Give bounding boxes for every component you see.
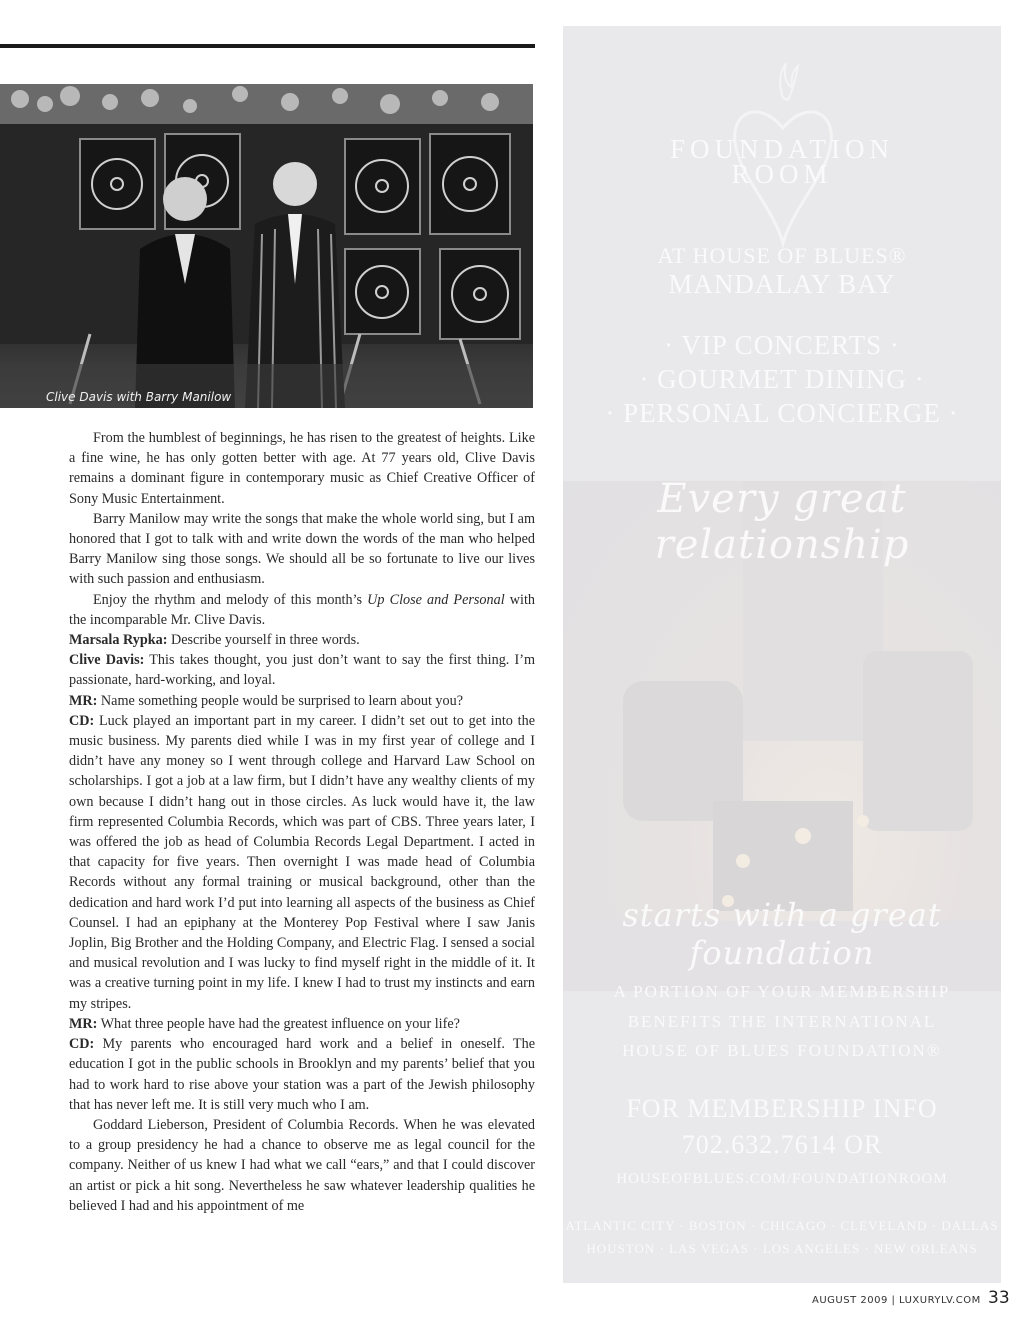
- ad-benefit-line3: HOUSE OF BLUES FOUNDATION®: [622, 1041, 942, 1060]
- ad-membership-title: FOR MEMBERSHIP INFO: [626, 1094, 938, 1123]
- qa-text: My parents who encouraged hard work and a belief in oneself. The education I got in the public schools in Brooklyn and my parents’ belief that you had to work hard to rise above your station was a part of the Jewish philosophy that has never left me. It is still very much who I am.: [69, 1036, 535, 1113]
- qa-line: [69, 650, 535, 690]
- article-body: [69, 428, 535, 1216]
- ad-feature-concierge: · PERSONAL CONCIERGE ·: [605, 398, 959, 428]
- foundation-room-ad: [563, 26, 1001, 1283]
- ad-phone: 702.632.7614 OR: [681, 1130, 883, 1159]
- speaker-label: MR:: [69, 1015, 98, 1032]
- ad-benefit-line2: BENEFITS THE INTERNATIONAL: [627, 1012, 937, 1031]
- speaker-label: MR:: [69, 692, 98, 709]
- qa-text: Describe yourself in three words.: [167, 632, 360, 649]
- paragraph-text: Enjoy the rhythm and melody of this month’s: [93, 591, 368, 608]
- ad-feature-vip: · VIP CONCERTS ·: [664, 330, 900, 360]
- qa-text: This takes thought, you just don’t want to say the first thing. I’m passionate, hard-working, and loyal.: [69, 652, 535, 689]
- ad-script-bottom: starts with a great foundation: [622, 896, 942, 972]
- ad-script-top: Every great relationship: [654, 476, 910, 568]
- qa-line: [69, 691, 535, 711]
- ad-brand-line1: FOUNDATION: [670, 134, 894, 164]
- qa-line: [69, 1034, 535, 1115]
- article-paragraph: [69, 590, 535, 630]
- ad-feature-dining: · GOURMET DINING ·: [639, 364, 925, 394]
- article-paragraph: Goddard Lieberson, President of Columbia Records. When he was elevated to a group presidency he had a chance to observe me as legal council for the company. Neither of us knew I had what we call “ears,” and that I could discover an artist or pick a hit song. Nevertheless he saw whatever leadership qualities he believed I had and his appointment of me: [69, 1116, 535, 1214]
- ad-venue-line1: AT HOUSE OF BLUES®: [657, 243, 907, 268]
- qa-text: Luck played an important part in my career. I didn’t set out to get into the music business. My parents died while I was in my first year of college and I didn’t have any money so I went through college and Harvard Law School on scholarships. I got a job at a law firm, but I didn’t have any wealthy clients of my own because I didn’t hang out in those circles. As luck would have it, the law firm represented Columbia Records, which was part of CBS. Three years later, I was offered the job as head of Columbia Records Legal Department. I acted in that capacity for five years. Then overnight I was made head of Columbia Records without any formal training or musical background, other than the dedication and hard work I’d put into learning all aspects of the business as Chief Counsel. I had an epiphany at the Monterey Pop Festival where I saw Janis Joplin, Big Brother and the Holding Company, and Electric Flag. I sensed a social and musical revolution and I was lucky to find myself right in the middle of it. It was a creative turning point in my life. I knew I had to trust my instincts and earn my stripes.: [69, 712, 535, 1012]
- article-paragraph: Barry Manilow may write the songs that make the whole world sing, but I am honored that I got to talk with and write down the words of the man who helped Barry Manilow sing those songs. We should all be so fortunate to live our lives with such passion and enthusiasm.: [69, 510, 535, 588]
- photo-illustration: [0, 84, 533, 408]
- ad-cities-line1: ATLANTIC CITY · BOSTON · CHICAGO · CLEVELAND · DALLAS: [565, 1218, 999, 1233]
- ad-venue-line2: MANDALAY BAY: [668, 269, 896, 299]
- footer-issue: AUGUST 2009 | LUXURYLV.COM: [812, 1295, 981, 1306]
- ad-cities-line2: HOUSTON · LAS VEGAS · LOS ANGELES · NEW ORLEANS: [586, 1241, 978, 1256]
- article-paragraph: From the humblest of beginnings, he has risen to the greatest of heights. Like a fine wine, he has only gotten better with age. At 77 years old, Clive Davis remains a dominant figure in contemporary music as Chief Creative Officer of Sony Music Entertainment.: [69, 430, 535, 507]
- qa-line: [69, 1014, 535, 1034]
- ad-brand-line2: ROOM: [731, 159, 833, 189]
- qa-line: [69, 711, 535, 1014]
- qa-line: [69, 630, 535, 650]
- ad-url: HOUSEOFBLUES.COM/FOUNDATIONROOM: [616, 1171, 948, 1187]
- qa-text: What three people have had the greatest influence on your life?: [97, 1015, 460, 1032]
- article-photo: [0, 84, 533, 408]
- speaker-label: Marsala Rypka:: [69, 632, 168, 649]
- page-number: 33: [988, 1288, 1010, 1308]
- paragraph-text: with the incomparable Mr. Clive Davis.: [69, 591, 535, 628]
- top-rule: [0, 44, 535, 48]
- column-title: Up Close and Personal: [367, 591, 505, 608]
- qa-text: Name something people would be surprised to learn about you?: [97, 692, 464, 709]
- photo-caption: Clive Davis with Barry Manilow: [46, 390, 232, 404]
- speaker-label: CD:: [69, 712, 95, 729]
- ad-benefit-line1: A PORTION OF YOUR MEMBERSHIP: [613, 982, 951, 1001]
- speaker-label: Clive Davis:: [69, 652, 145, 669]
- speaker-label: CD:: [69, 1036, 95, 1053]
